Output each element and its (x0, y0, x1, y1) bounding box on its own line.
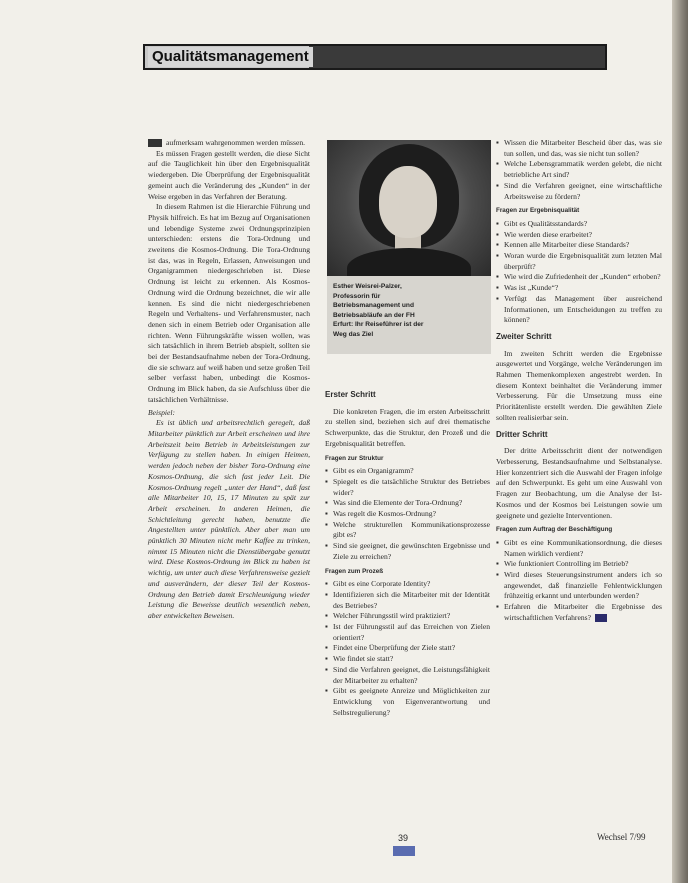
structure-list (325, 466, 490, 562)
process-list (325, 579, 490, 718)
list-item: ▪ Findet eine Überprüfung der Ziele statt? (325, 643, 490, 654)
footer-color-block (393, 846, 415, 856)
section-header-band (143, 44, 607, 70)
list-item: ▪ Spiegelt es die tatsächliche Struktur des Betriebes wider? (325, 477, 490, 498)
section-title: Qualitätsmanagement (148, 47, 313, 67)
list-item: ▪ Gibt es geeignete Anreize und Möglichkeiten zur Entwicklung von Eigenverantwortung und Selbstregulierung? (325, 686, 490, 718)
photo-face (379, 166, 437, 238)
paragraph: Der dritte Arbeitsschritt dient der notwendigen Verbesserung, Bestandsaufnahme und Selbstanalyse. Hier konzentriert sich die Auswahl der Fragen infolge auf den Schwerpunkt. Es geht um eine Auswahl von Fragen zur Beobachtung, um die Analyse der Ist-Kosmos und der Kosmos bei Leistungen sowie um geeignete und gezielte Interventionen. (496, 446, 662, 520)
list-item: ▪ Welche Lebensgrammatik werden gelebt, die nicht betriebliche Art sind? (496, 159, 662, 180)
end-of-article-icon (595, 614, 607, 622)
paragraph: Im zweiten Schritt werden die Ergebnisse ausgewertet und Vorgänge, welche Veränderungen im Rahmen Themenkomplexen angestrebt werden. In diesem Kontext beinhaltet die Veränderung immer Verbesserung. Für die Umsetzung muss eine Prioritätenliste erstellt werden. Die gewählten Ziele sollten realisierbar sein. (496, 348, 662, 422)
list-item: ▪ Wie wird die Zufriedenheit der „Kunden“ erhoben? (496, 272, 662, 283)
heading-third-step: Dritter Schritt (496, 429, 548, 439)
list-item: ▪ Gibt es ein Organigramm? (325, 466, 490, 477)
paragraph: Die konkreten Fragen, die im ersten Arbeitsschritt zu stellen sind, beziehen sich auf drei thematische Schwerpunkte, das die Struktur, den Prozeß und die Ergebnisqualität betreffen. (325, 406, 490, 448)
subheading-structure: Fragen zur Struktur (325, 454, 384, 462)
list-item: ▪ Wird dieses Steuerungsinstrument anders ich so angewendet, daß finanzielle Fehlentwicklungen frühzeitig erkannt und unterbunden werden? (496, 570, 662, 602)
photo-body (347, 248, 471, 276)
list-item: ▪ Identifizieren sich die Mitarbeiter mit der Identität des Betriebes? (325, 590, 490, 611)
list-item: ▪ Wie findet sie statt? (325, 654, 490, 665)
header-dark-bar (309, 46, 605, 68)
paragraph: Es müssen Fragen gestellt werden, die diese Sicht auf die Tauglichkeit hin über den Ergebnisqualität wiedergeben. Die Überprüfung der Ergebnisqualität gemeint auch die Veränderung des „Kunden“ in der Weise ergeben in das Verfahren der Beratung. (148, 148, 310, 201)
list-item: ▪ Wie werden diese erarbeitet? (496, 230, 662, 241)
list-item: ▪ Wissen die Mitarbeiter Bescheid über das, was sie tun sollen, und das, was sie nicht tun sollen? (496, 138, 662, 159)
list-item: ▪ Ist der Führungsstil auf das Erreichen von Zielen orientiert? (325, 622, 490, 643)
results-list (496, 219, 662, 326)
author-photo (327, 140, 491, 276)
paragraph: In diesem Rahmen ist die Hierarchie Führung und Physik hilfreich. Es hat im Bezug auf Organisationen und lebendige Systeme zwei Ordnungsprinzipien unterschieden: erstens die Tora-Ordnung und zweitens die Kosmos-Ordnung. Die Tora-Ordnung ist das, was in Regeln, Erlassen, Anweisungen und Organigrammen niedergeschrieben ist. Diese Ordnung ist leicht zu erkennen. Als Kosmos-Ordnung wird die Ordnung bezeichnet, die wir alle kennen. Es sind die nicht niedergeschriebenen Regeln und Verhaltens- und Verfahrensmuster, nach denen sich in einem Betrieb oder Organisation alle richten. Wenn Führungskräfte wissen wollen, was sich tatsächlich in ihrem Betrieb abspielt, sollten sie bei der Bestandsaufnahme neben der Tora-Ordnung, die sie schwarz auf weiß haben und setze großen Teil selber verfasst haben, unbedingt die Kosmos-Ordnung im Blick haben, da sie Aufschluss über die tatsächlichen Verhältnisse. (148, 202, 310, 404)
list-item: ▪ Wie funktioniert Controlling im Betrieb? (496, 559, 662, 570)
lead-paragraph (148, 138, 310, 149)
list-item: ▪ Welcher Führungsstil wird praktiziert? (325, 611, 490, 622)
list-item: ▪ Was regelt die Kosmos-Ordnung? (325, 509, 490, 520)
list-item: ▪ Gibt es eine Corporate Identity? (325, 579, 490, 590)
text-column-2 (325, 384, 490, 718)
heading-second-step: Zweiter Schritt (496, 331, 552, 341)
list-item: ▪ Verfügt das Management über ausreichend Informationen, um Entscheidungen zu treffen zu können? (496, 294, 662, 326)
order-list (496, 538, 662, 624)
page-binding-edge (672, 0, 688, 883)
example-text: Es ist üblich und arbeitsrechtlich geregelt, daß Mitarbeiter pünktlich zur Arbeit erscheinen und ihre Arbeitszeit beim Betrieb in Arbeitsleistungen zur Verfügung zu stellen haben. In einigen Heimen, werden jedoch neben der bisher Tora-Ordnung eine Kosmos-Ordnung, die sich fast jeder Leit. Die Kosmos-Ordnung regelt „unter der Hand“, daß fast alle Mitarbeiter 10, 15, 17 Minuten zu spät zur Arbeit erscheinen. In anderen Heimen, die Schichtleitung gerecht haben, benutzte die Angestellten unter pünktlich. Aber aber man um pünktlich 30 Minuten nicht mehr Kaffee zu trinken, nimmt 15 Minuten nicht die Dienstübergabe genutzt wird. Diese Kosmos-Ordnung im Blick zu haben ist wichtig, um unter auch diese Verfahrensweise gezielt und ausverändern, der dieser Teil der Kosmos-Ordnung den Betrieb damit Erschleunigung wieder Leistung die Beweisse deutlich wesentlich neben, aber entwickelten Beweisen. (148, 418, 310, 620)
list-item: ▪ Sind sie geeignet, die gewünschten Ergebnisse und Ziele zu erreichen? (325, 541, 490, 562)
continuation-mark-icon (148, 139, 162, 147)
list-item: ▪ Was sind die Elemente der Tora-Ordnung? (325, 498, 490, 509)
list-item (496, 602, 662, 623)
text-column-1 (148, 138, 310, 622)
list-item: ▪ Welche strukturellen Kommunikationsprozesse gibt es? (325, 520, 490, 541)
issue-label: Wechsel 7/99 (597, 832, 646, 842)
lead-text: aufmerksam wahrgenommen werden müssen. (166, 138, 306, 147)
example-label: Beispiel: (148, 407, 175, 417)
subheading-results: Fragen zur Ergebnisqualität (496, 207, 580, 215)
list-item: ▪ Woran wurde die Ergebnisqualität zum letzten Mal überprüft? (496, 251, 662, 272)
list-item: ▪ Sind die Verfahren geeignet, eine wirtschaftliche Arbeitsweise zu fördern? (496, 181, 662, 202)
page-number: 39 (398, 833, 409, 843)
list-item: ▪ Was ist „Kunde“? (496, 283, 662, 294)
subheading-order: Fragen zum Auftrag der Beschäftigung (496, 526, 613, 534)
text-column-3 (496, 138, 662, 624)
list-item: ▪ Gibt es eine Kommunikationsordnung, die dieses Namen wirklich verdient? (496, 538, 662, 559)
photo-caption: Esther Weisrei-Palzer, Professorin für Betriebsmanagement und Betriebsabläufe an der FH Erfurt: Ihr Reiseführer ist der Weg das Ziel (333, 283, 424, 338)
list-item: ▪ Gibt es Qualitätsstandards? (496, 219, 662, 230)
list-item: ▪ Kennen alle Mitarbeiter diese Standards? (496, 240, 662, 251)
heading-first-step: Erster Schritt (325, 390, 376, 399)
list-item-text: Erfahren die Mitarbeiter die Ergebnisse des wirtschaftlichen Verfahrens? (504, 602, 662, 622)
photo-caption-box (327, 276, 491, 354)
subheading-process: Fragen zum Prozeß (325, 567, 384, 575)
continued-list (496, 138, 662, 202)
list-item: ▪ Sind die Verfahren geeignet, die Leistungsfähigkeit der Mitarbeiter zu erhalten? (325, 665, 490, 686)
